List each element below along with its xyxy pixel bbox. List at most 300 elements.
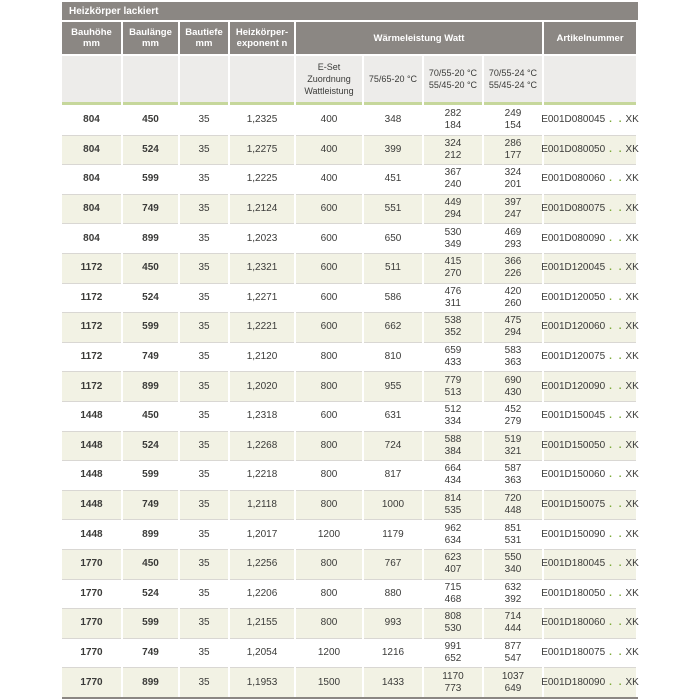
cell-watt-7055-24: 519 [504,433,522,445]
cell-watt-7055-24: 469 [504,226,522,238]
artikel-dots: . . [609,291,624,303]
cell-exponent: 1,2271 [230,283,294,313]
cell-artikelnummer [541,667,639,697]
cell-bautiefe: 35 [180,490,228,520]
cell-watt-7055-24: 1037 [501,670,525,682]
cell-watt-5545-24: 392 [504,593,522,605]
cell-watt-5545-20: 384 [444,445,462,457]
artikel-code: E001D080075 [541,203,606,215]
cell-watt-7055-20: 538 [444,315,462,327]
cell-watt-7055-20: 588 [444,433,462,445]
cell-eset-wattleistung: 800 [296,371,362,401]
cell-exponent: 1,2155 [230,608,294,638]
cell-watt-24 [484,608,542,638]
cell-watt-7055-20: 449 [444,197,462,209]
table-row [62,342,638,372]
cell-watt-24 [484,105,542,135]
col-header-waermeleistung-text: Wärmeleistung Watt [373,32,465,44]
cell-bauhoehe: 804 [62,105,121,135]
subheader-eset-line1: E-Set [317,62,341,72]
cell-watt-7055-24: 249 [504,107,522,119]
cell-watt-5545-24: 340 [504,564,522,576]
cell-watt-20 [424,519,482,549]
col-header-bauhoehe [62,22,121,54]
cell-eset-wattleistung: 1200 [296,638,362,668]
cell-watt-7565: 399 [364,135,422,165]
artikel-dots: . . [609,203,624,215]
table-title-text: Heizkörper lackiert [69,5,159,17]
cell-watt-20 [424,579,482,609]
cell-watt-5545-24: 363 [504,357,522,369]
table-row [62,223,638,253]
cell-watt-5545-20: 434 [444,475,462,487]
cell-watt-7565: 1216 [364,638,422,668]
artikel-suffix: XK [625,262,639,274]
artikel-dots: . . [609,676,624,688]
artikel-suffix: XK [625,439,639,451]
cell-watt-7055-24: 420 [504,285,522,297]
col-header-baulaenge-line1: Baulänge [129,27,172,38]
artikel-suffix: XK [625,232,639,244]
cell-artikelnummer [541,164,639,194]
artikel-suffix: XK [625,143,639,155]
cell-artikelnummer [541,283,639,313]
cell-watt-5545-20: 294 [444,209,462,221]
artikel-dots: . . [609,617,624,629]
cell-bautiefe: 35 [180,608,228,638]
subheader-spacer-exponent [230,56,294,102]
cell-watt-24 [484,549,542,579]
cell-watt-7565: 767 [364,549,422,579]
cell-watt-5545-24: 260 [504,297,522,309]
cell-watt-5545-24: 226 [504,268,522,280]
cell-exponent: 1,2256 [230,549,294,579]
artikel-dots: . . [609,321,624,333]
cell-baulaenge: 599 [123,608,178,638]
cell-watt-7055-20: 324 [444,137,462,149]
artikel-suffix: XK [625,321,639,333]
cell-bauhoehe: 1172 [62,253,121,283]
cell-watt-24 [484,342,542,372]
cell-eset-wattleistung: 800 [296,460,362,490]
cell-eset-wattleistung: 800 [296,579,362,609]
cell-watt-7565: 511 [364,253,422,283]
cell-exponent: 1,2054 [230,638,294,668]
cell-watt-7055-24: 583 [504,345,522,357]
cell-watt-7055-20: 779 [444,374,462,386]
cell-watt-5545-24: 247 [504,209,522,221]
cell-watt-7055-20: 664 [444,463,462,475]
cell-bauhoehe: 1770 [62,638,121,668]
cell-eset-wattleistung: 800 [296,549,362,579]
cell-baulaenge: 899 [123,519,178,549]
artikel-code: E001D120045 [541,262,606,274]
subheader-7055-24 [484,56,542,102]
table-row [62,431,638,461]
cell-watt-5545-20: 240 [444,179,462,191]
cell-eset-wattleistung: 400 [296,105,362,135]
table-row [62,253,638,283]
cell-watt-7565: 810 [364,342,422,372]
cell-watt-20 [424,105,482,135]
cell-watt-7055-24: 720 [504,493,522,505]
cell-watt-7055-20: 367 [444,167,462,179]
table-row [62,283,638,313]
cell-watt-5545-24: 430 [504,386,522,398]
cell-exponent: 1,2221 [230,312,294,342]
table-title [62,2,638,20]
cell-watt-5545-24: 363 [504,475,522,487]
cell-artikelnummer [541,312,639,342]
cell-bautiefe: 35 [180,549,228,579]
artikel-code: E001D120075 [541,351,606,363]
cell-eset-wattleistung: 600 [296,223,362,253]
cell-eset-wattleistung: 800 [296,342,362,372]
subheader-spacer-bauhoehe [62,56,121,102]
cell-watt-5545-20: 311 [445,297,461,309]
artikel-suffix: XK [625,380,639,392]
artikel-dots: . . [609,646,624,658]
artikel-suffix: XK [625,499,639,511]
col-header-exponent-line2: exponent n [236,38,288,49]
cell-baulaenge: 450 [123,105,178,135]
cell-watt-24 [484,283,542,313]
cell-exponent: 1,2124 [230,194,294,224]
cell-bautiefe: 35 [180,371,228,401]
artikel-dots: . . [609,232,624,244]
cell-baulaenge: 524 [123,283,178,313]
artikel-code: E001D080050 [541,143,606,155]
cell-watt-7055-24: 397 [504,197,522,209]
cell-watt-24 [484,135,542,165]
artikel-suffix: XK [625,173,639,185]
table-row [62,608,638,638]
cell-bautiefe: 35 [180,431,228,461]
artikel-dots: . . [609,558,624,570]
table-bottom-border [62,697,638,699]
cell-watt-7055-24: 452 [504,404,522,416]
cell-artikelnummer [541,135,639,165]
cell-eset-wattleistung: 1200 [296,519,362,549]
cell-watt-7055-24: 714 [504,611,522,623]
cell-artikelnummer [541,608,639,638]
cell-artikelnummer [541,549,639,579]
table-row [62,105,638,135]
artikel-code: E001D180075 [541,646,606,658]
cell-watt-5545-20: 334 [444,416,462,428]
cell-bautiefe: 35 [180,253,228,283]
cell-eset-wattleistung: 600 [296,253,362,283]
cell-watt-20 [424,638,482,668]
cell-baulaenge: 749 [123,342,178,372]
cell-artikelnummer [541,519,639,549]
table-row [62,460,638,490]
table-row [62,667,638,697]
cell-bautiefe: 35 [180,283,228,313]
cell-watt-20 [424,342,482,372]
col-header-bautiefe [180,22,228,54]
cell-baulaenge: 524 [123,431,178,461]
col-header-bauhoehe-line2: mm [83,38,100,49]
cell-bautiefe: 35 [180,667,228,697]
table-row [62,135,638,165]
cell-bauhoehe: 1770 [62,608,121,638]
cell-bauhoehe: 1448 [62,431,121,461]
cell-watt-7565: 348 [364,105,422,135]
cell-bautiefe: 35 [180,223,228,253]
cell-bauhoehe: 804 [62,135,121,165]
artikel-code: E001D150075 [541,499,606,511]
table-row [62,312,638,342]
cell-exponent: 1,2218 [230,460,294,490]
cell-bauhoehe: 804 [62,223,121,253]
cell-artikelnummer [541,490,639,520]
cell-baulaenge: 749 [123,638,178,668]
cell-bautiefe: 35 [180,194,228,224]
cell-watt-24 [484,401,542,431]
cell-bauhoehe: 1770 [62,667,121,697]
cell-watt-7055-24: 366 [504,256,522,268]
cell-exponent: 1,2023 [230,223,294,253]
cell-watt-20 [424,490,482,520]
cell-watt-24 [484,519,542,549]
cell-exponent: 1,2318 [230,401,294,431]
cell-exponent: 1,1953 [230,667,294,697]
cell-watt-20 [424,549,482,579]
cell-eset-wattleistung: 400 [296,135,362,165]
artikel-dots: . . [609,262,624,274]
cell-watt-7055-20: 512 [444,404,462,416]
cell-watt-7565: 1000 [364,490,422,520]
col-header-exponent [230,22,294,54]
cell-watt-7565: 1433 [364,667,422,697]
cell-bautiefe: 35 [180,342,228,372]
col-header-baulaenge-line2: mm [142,38,159,49]
cell-watt-7055-20: 659 [444,345,462,357]
table-row [62,371,638,401]
cell-bautiefe: 35 [180,105,228,135]
cell-watt-5545-24: 154 [504,119,522,131]
cell-baulaenge: 599 [123,312,178,342]
cell-bauhoehe: 1172 [62,312,121,342]
cell-watt-7055-20: 814 [444,493,462,505]
cell-watt-20 [424,401,482,431]
artikel-suffix: XK [625,203,639,215]
cell-baulaenge: 749 [123,490,178,520]
cell-watt-5545-20: 535 [444,505,462,517]
cell-eset-wattleistung: 600 [296,283,362,313]
cell-watt-5545-20: 270 [444,268,462,280]
cell-watt-20 [424,283,482,313]
subheader-spacer-baulaenge [123,56,178,102]
cell-watt-24 [484,431,542,461]
cell-bauhoehe: 1448 [62,490,121,520]
cell-watt-24 [484,667,542,697]
cell-watt-7055-20: 1170 [442,670,464,682]
cell-baulaenge: 749 [123,194,178,224]
cell-watt-24 [484,164,542,194]
artikel-dots: . . [609,410,624,422]
cell-watt-20 [424,371,482,401]
cell-watt-5545-24: 201 [504,179,522,191]
artikel-dots: . . [609,469,624,481]
artikel-suffix: XK [625,469,639,481]
cell-baulaenge: 599 [123,460,178,490]
cell-watt-5545-20: 407 [444,564,462,576]
cell-watt-7055-20: 715 [444,581,462,593]
artikel-code: E001D080060 [541,173,606,185]
table-row [62,549,638,579]
subheader-spacer-artikelnummer [544,56,636,102]
artikel-suffix: XK [625,587,639,599]
cell-watt-5545-24: 279 [504,416,522,428]
cell-watt-24 [484,194,542,224]
cell-watt-5545-24: 448 [504,505,522,517]
artikel-code: E001D120090 [541,380,606,392]
cell-watt-20 [424,460,482,490]
cell-baulaenge: 899 [123,667,178,697]
artikel-suffix: XK [625,528,639,540]
cell-watt-7565: 631 [364,401,422,431]
table-row [62,194,638,224]
cell-eset-wattleistung: 400 [296,164,362,194]
cell-artikelnummer [541,401,639,431]
cell-bautiefe: 35 [180,312,228,342]
artikel-suffix: XK [625,558,639,570]
col-header-baulaenge [123,22,178,54]
cell-artikelnummer [541,638,639,668]
artikel-suffix: XK [625,351,639,363]
column-header-row [62,22,638,54]
cell-artikelnummer [541,253,639,283]
col-header-exponent-line1: Heizkörper- [235,27,289,38]
cell-eset-wattleistung: 1500 [296,667,362,697]
cell-eset-wattleistung: 600 [296,401,362,431]
table-row [62,638,638,668]
cell-watt-5545-20: 468 [444,593,462,605]
cell-watt-7565: 955 [364,371,422,401]
cell-exponent: 1,2206 [230,579,294,609]
cell-artikelnummer [541,579,639,609]
cell-bauhoehe: 1172 [62,283,121,313]
subheader-7055-24-line2: 55/45-24 °C [488,80,538,90]
cell-watt-7055-24: 550 [504,552,522,564]
col-header-bautiefe-line1: Bautiefe [185,27,223,38]
cell-bautiefe: 35 [180,638,228,668]
cell-bauhoehe: 1770 [62,579,121,609]
artikel-code: E001D120060 [541,321,606,333]
cell-baulaenge: 524 [123,135,178,165]
subheader-7565 [364,56,422,102]
cell-watt-20 [424,194,482,224]
cell-watt-7055-24: 324 [504,167,522,179]
cell-watt-20 [424,431,482,461]
cell-artikelnummer [541,431,639,461]
cell-watt-24 [484,638,542,668]
cell-watt-5545-20: 773 [444,682,462,694]
cell-exponent: 1,2225 [230,164,294,194]
cell-exponent: 1,2321 [230,253,294,283]
cell-baulaenge: 450 [123,549,178,579]
cell-artikelnummer [541,223,639,253]
cell-bauhoehe: 804 [62,194,121,224]
cell-watt-5545-20: 184 [444,119,462,131]
cell-exponent: 1,2120 [230,342,294,372]
cell-watt-5545-20: 212 [444,149,462,161]
cell-bautiefe: 35 [180,135,228,165]
cell-bautiefe: 35 [180,401,228,431]
cell-eset-wattleistung: 800 [296,431,362,461]
subheader-7055-20-line1: 70/55-20 °C [428,68,478,78]
cell-watt-7565: 551 [364,194,422,224]
table-row [62,519,638,549]
subheader-7565-text: 75/65-20 °C [368,74,418,84]
cell-watt-7055-24: 851 [504,522,522,534]
artikel-suffix: XK [625,113,639,125]
artikel-code: E001D150090 [541,528,606,540]
cell-watt-20 [424,223,482,253]
artikel-dots: . . [609,173,624,185]
cell-eset-wattleistung: 600 [296,312,362,342]
cell-watt-5545-20: 652 [444,652,462,664]
cell-exponent: 1,2020 [230,371,294,401]
cell-watt-7565: 451 [364,164,422,194]
cell-artikelnummer [541,371,639,401]
cell-watt-7055-20: 282 [444,107,462,119]
cell-watt-7565: 650 [364,223,422,253]
artikel-suffix: XK [625,617,639,629]
cell-bauhoehe: 1448 [62,519,121,549]
cell-watt-20 [424,135,482,165]
artikel-code: E001D120050 [541,291,606,303]
cell-watt-5545-24: 177 [504,149,522,161]
cell-bauhoehe: 1448 [62,401,121,431]
cell-bautiefe: 35 [180,460,228,490]
subheader-7055-24-line1: 70/55-24 °C [488,68,538,78]
cell-bauhoehe: 1770 [62,549,121,579]
cell-watt-7055-24: 632 [504,581,522,593]
artikel-code: E001D150050 [541,439,606,451]
table-row [62,490,638,520]
cell-watt-7055-24: 690 [504,374,522,386]
artikel-suffix: XK [625,410,639,422]
artikel-code: E001D180045 [541,558,606,570]
cell-watt-20 [424,667,482,697]
cell-watt-5545-20: 513 [444,386,462,398]
cell-bauhoehe: 1172 [62,371,121,401]
artikel-dots: . . [609,528,624,540]
cell-eset-wattleistung: 800 [296,490,362,520]
cell-baulaenge: 599 [123,164,178,194]
artikel-suffix: XK [625,676,639,688]
cell-bauhoehe: 1172 [62,342,121,372]
cell-watt-7055-20: 991 [444,640,462,652]
cell-watt-24 [484,579,542,609]
cell-watt-7055-20: 476 [444,285,462,297]
cell-watt-20 [424,253,482,283]
cell-watt-7055-20: 415 [444,256,462,268]
subheader-eset [296,56,362,102]
cell-baulaenge: 524 [123,579,178,609]
cell-watt-5545-24: 649 [504,682,522,694]
artikel-suffix: XK [625,646,639,658]
cell-exponent: 1,2268 [230,431,294,461]
cell-watt-20 [424,164,482,194]
cell-watt-5545-24: 293 [504,238,522,250]
cell-watt-5545-24: 321 [504,445,522,457]
cell-watt-7055-24: 286 [504,137,522,149]
cell-watt-7565: 724 [364,431,422,461]
